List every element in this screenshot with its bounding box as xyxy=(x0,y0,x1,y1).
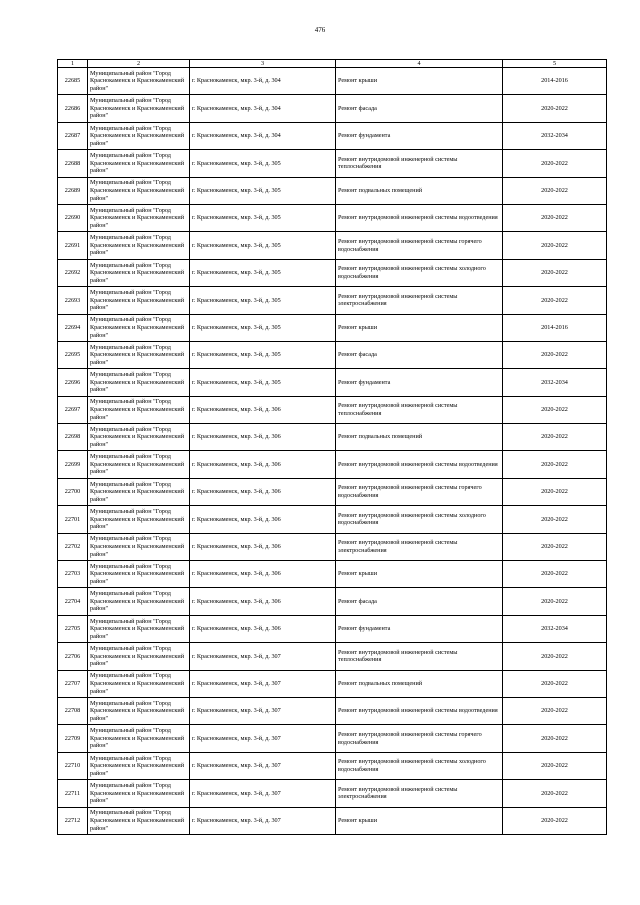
period-cell: 2020-2022 xyxy=(503,150,607,177)
row-number: 22693 xyxy=(58,287,88,314)
row-number: 22694 xyxy=(58,314,88,341)
municipality-cell: Муниципальный район "Город Краснокаменск и Краснокаменский район" xyxy=(88,259,190,286)
column-header: 2 xyxy=(88,60,190,68)
row-number: 22711 xyxy=(58,780,88,807)
row-number: 22703 xyxy=(58,561,88,588)
period-cell: 2020-2022 xyxy=(503,478,607,505)
address-cell: г. Краснокаменск, мкр. 3-й, д. 304 xyxy=(190,122,336,149)
column-header: 3 xyxy=(190,60,336,68)
work-type-cell: Ремонт фасада xyxy=(336,95,503,122)
address-cell: г. Краснокаменск, мкр. 3-й, д. 306 xyxy=(190,506,336,533)
municipality-cell: Муниципальный район "Город Краснокаменск и Краснокаменский район" xyxy=(88,478,190,505)
work-type-cell: Ремонт внутридомовой инженерной системы водоотведения xyxy=(336,204,503,231)
address-cell: г. Краснокаменск, мкр. 3-й, д. 306 xyxy=(190,615,336,642)
period-cell: 2032-2034 xyxy=(503,122,607,149)
row-number: 22701 xyxy=(58,506,88,533)
municipality-cell: Муниципальный район "Город Краснокаменск и Краснокаменский район" xyxy=(88,451,190,478)
table-row xyxy=(58,725,607,752)
period-cell: 2020-2022 xyxy=(503,752,607,779)
work-type-cell: Ремонт внутридомовой инженерной системы теплоснабжения xyxy=(336,150,503,177)
row-number: 22685 xyxy=(58,68,88,95)
table-row xyxy=(58,615,607,642)
table-row xyxy=(58,561,607,588)
period-cell: 2020-2022 xyxy=(503,287,607,314)
municipality-cell: Муниципальный район "Город Краснокаменск и Краснокаменский район" xyxy=(88,725,190,752)
address-cell: г. Краснокаменск, мкр. 3-й, д. 306 xyxy=(190,478,336,505)
row-number: 22705 xyxy=(58,615,88,642)
row-number: 22702 xyxy=(58,533,88,560)
municipality-cell: Муниципальный район "Город Краснокаменск и Краснокаменский район" xyxy=(88,588,190,615)
table-row xyxy=(58,150,607,177)
municipality-cell: Муниципальный район "Город Краснокаменск и Краснокаменский район" xyxy=(88,615,190,642)
municipality-cell: Муниципальный район "Город Краснокаменск и Краснокаменский район" xyxy=(88,643,190,670)
table-row xyxy=(58,204,607,231)
period-cell: 2014-2016 xyxy=(503,68,607,95)
address-cell: г. Краснокаменск, мкр. 3-й, д. 305 xyxy=(190,259,336,286)
period-cell: 2020-2022 xyxy=(503,341,607,368)
work-type-cell: Ремонт крыши xyxy=(336,561,503,588)
row-number: 22698 xyxy=(58,424,88,451)
work-type-cell: Ремонт крыши xyxy=(336,807,503,834)
municipality-cell: Муниципальный район "Город Краснокаменск и Краснокаменский район" xyxy=(88,287,190,314)
row-number: 22696 xyxy=(58,369,88,396)
municipality-cell: Муниципальный район "Город Краснокаменск и Краснокаменский район" xyxy=(88,561,190,588)
row-number: 22712 xyxy=(58,807,88,834)
period-cell: 2020-2022 xyxy=(503,177,607,204)
address-cell: г. Краснокаменск, мкр. 3-й, д. 307 xyxy=(190,670,336,697)
table-row xyxy=(58,478,607,505)
municipality-cell: Муниципальный район "Город Краснокаменск и Краснокаменский район" xyxy=(88,752,190,779)
table-body xyxy=(58,68,607,835)
table-row xyxy=(58,177,607,204)
period-cell: 2020-2022 xyxy=(503,95,607,122)
period-cell: 2020-2022 xyxy=(503,670,607,697)
municipality-cell: Муниципальный район "Город Краснокаменск и Краснокаменский район" xyxy=(88,314,190,341)
work-type-cell: Ремонт фундамента xyxy=(336,122,503,149)
page-number: 476 xyxy=(314,26,326,34)
table-row xyxy=(58,643,607,670)
work-type-cell: Ремонт внутридомовой инженерной системы электроснабжения xyxy=(336,287,503,314)
row-number: 22695 xyxy=(58,341,88,368)
period-cell: 2020-2022 xyxy=(503,533,607,560)
municipality-cell: Муниципальный район "Город Краснокаменск и Краснокаменский район" xyxy=(88,533,190,560)
row-number: 22710 xyxy=(58,752,88,779)
period-cell: 2020-2022 xyxy=(503,725,607,752)
address-cell: г. Краснокаменск, мкр. 3-й, д. 305 xyxy=(190,341,336,368)
work-type-cell: Ремонт внутридомовой инженерной системы холодного водоснабжения xyxy=(336,259,503,286)
municipality-cell: Муниципальный район "Город Краснокаменск и Краснокаменский район" xyxy=(88,95,190,122)
work-type-cell: Ремонт подвальных помещений xyxy=(336,177,503,204)
period-cell: 2020-2022 xyxy=(503,259,607,286)
period-cell: 2020-2022 xyxy=(503,232,607,259)
period-cell: 2020-2022 xyxy=(503,561,607,588)
table-row xyxy=(58,259,607,286)
address-cell: г. Краснокаменск, мкр. 3-й, д. 305 xyxy=(190,204,336,231)
address-cell: г. Краснокаменск, мкр. 3-й, д. 307 xyxy=(190,643,336,670)
address-cell: г. Краснокаменск, мкр. 3-й, д. 304 xyxy=(190,95,336,122)
municipality-cell: Муниципальный район "Город Краснокаменск и Краснокаменский район" xyxy=(88,506,190,533)
period-cell: 2032-2034 xyxy=(503,615,607,642)
work-type-cell: Ремонт внутридомовой инженерной системы теплоснабжения xyxy=(336,396,503,423)
municipality-cell: Муниципальный район "Город Краснокаменск и Краснокаменский район" xyxy=(88,424,190,451)
row-number: 22706 xyxy=(58,643,88,670)
period-cell: 2020-2022 xyxy=(503,697,607,724)
municipality-cell: Муниципальный район "Город Краснокаменск и Краснокаменский район" xyxy=(88,369,190,396)
municipality-cell: Муниципальный район "Город Краснокаменск и Краснокаменский район" xyxy=(88,122,190,149)
row-number: 22699 xyxy=(58,451,88,478)
table-row xyxy=(58,780,607,807)
row-number: 22691 xyxy=(58,232,88,259)
period-cell: 2020-2022 xyxy=(503,204,607,231)
table-row xyxy=(58,369,607,396)
period-cell: 2014-2016 xyxy=(503,314,607,341)
municipality-cell: Муниципальный район "Город Краснокаменск и Краснокаменский район" xyxy=(88,68,190,95)
address-cell: г. Краснокаменск, мкр. 3-й, д. 307 xyxy=(190,725,336,752)
municipality-cell: Муниципальный район "Город Краснокаменск и Краснокаменский район" xyxy=(88,150,190,177)
period-cell: 2020-2022 xyxy=(503,396,607,423)
row-number: 22690 xyxy=(58,204,88,231)
address-cell: г. Краснокаменск, мкр. 3-й, д. 305 xyxy=(190,314,336,341)
row-number: 22692 xyxy=(58,259,88,286)
period-cell: 2020-2022 xyxy=(503,780,607,807)
work-type-cell: Ремонт внутридомовой инженерной системы водоотведения xyxy=(336,697,503,724)
work-type-cell: Ремонт крыши xyxy=(336,314,503,341)
work-type-cell: Ремонт внутридомовой инженерной системы теплоснабжения xyxy=(336,643,503,670)
address-cell: г. Краснокаменск, мкр. 3-й, д. 306 xyxy=(190,561,336,588)
address-cell: г. Краснокаменск, мкр. 3-й, д. 307 xyxy=(190,697,336,724)
municipality-cell: Муниципальный район "Город Краснокаменск и Краснокаменский район" xyxy=(88,341,190,368)
work-type-cell: Ремонт внутридомовой инженерной системы холодного водоснабжения xyxy=(336,752,503,779)
column-header: 1 xyxy=(58,60,88,68)
table-row xyxy=(58,341,607,368)
table-row xyxy=(58,68,607,95)
row-number: 22688 xyxy=(58,150,88,177)
work-type-cell: Ремонт фундамента xyxy=(336,369,503,396)
row-number: 22700 xyxy=(58,478,88,505)
work-type-cell: Ремонт подвальных помещений xyxy=(336,424,503,451)
municipality-cell: Муниципальный район "Город Краснокаменск и Краснокаменский район" xyxy=(88,780,190,807)
row-number: 22708 xyxy=(58,697,88,724)
work-type-cell: Ремонт крыши xyxy=(336,68,503,95)
row-number: 22687 xyxy=(58,122,88,149)
address-cell: г. Краснокаменск, мкр. 3-й, д. 305 xyxy=(190,232,336,259)
municipality-cell: Муниципальный район "Город Краснокаменск и Краснокаменский район" xyxy=(88,177,190,204)
work-type-cell: Ремонт внутридомовой инженерной системы электроснабжения xyxy=(336,780,503,807)
address-cell: г. Краснокаменск, мкр. 3-й, д. 305 xyxy=(190,150,336,177)
work-type-cell: Ремонт внутридомовой инженерной системы горячего водоснабжения xyxy=(336,478,503,505)
table-row xyxy=(58,752,607,779)
period-cell: 2020-2022 xyxy=(503,506,607,533)
municipality-cell: Муниципальный район "Город Краснокаменск и Краснокаменский район" xyxy=(88,396,190,423)
municipality-cell: Муниципальный район "Город Краснокаменск и Краснокаменский район" xyxy=(88,670,190,697)
address-cell: г. Краснокаменск, мкр. 3-й, д. 306 xyxy=(190,424,336,451)
table-row xyxy=(58,232,607,259)
table-row xyxy=(58,588,607,615)
table-row xyxy=(58,95,607,122)
address-cell: г. Краснокаменск, мкр. 3-й, д. 306 xyxy=(190,533,336,560)
address-cell: г. Краснокаменск, мкр. 3-й, д. 305 xyxy=(190,177,336,204)
table-row xyxy=(58,424,607,451)
table-row xyxy=(58,122,607,149)
municipality-cell: Муниципальный район "Город Краснокаменск и Краснокаменский район" xyxy=(88,232,190,259)
work-type-cell: Ремонт внутридомовой инженерной системы горячего водоснабжения xyxy=(336,725,503,752)
address-cell: г. Краснокаменск, мкр. 3-й, д. 306 xyxy=(190,396,336,423)
table-row xyxy=(58,287,607,314)
row-number: 22709 xyxy=(58,725,88,752)
period-cell: 2020-2022 xyxy=(503,451,607,478)
repair-schedule-table xyxy=(57,59,607,835)
table-row xyxy=(58,697,607,724)
table-row xyxy=(58,451,607,478)
column-header: 5 xyxy=(503,60,607,68)
table-row xyxy=(58,807,607,834)
row-number: 22704 xyxy=(58,588,88,615)
table-row xyxy=(58,506,607,533)
municipality-cell: Муниципальный район "Город Краснокаменск и Краснокаменский район" xyxy=(88,204,190,231)
work-type-cell: Ремонт фасада xyxy=(336,341,503,368)
row-number: 22689 xyxy=(58,177,88,204)
work-type-cell: Ремонт внутридомовой инженерной системы холодного водоснабжения xyxy=(336,506,503,533)
column-number-row xyxy=(58,60,607,68)
row-number: 22697 xyxy=(58,396,88,423)
period-cell: 2020-2022 xyxy=(503,588,607,615)
table-row xyxy=(58,314,607,341)
table-row xyxy=(58,533,607,560)
work-type-cell: Ремонт внутридомовой инженерной системы горячего водоснабжения xyxy=(336,232,503,259)
period-cell: 2020-2022 xyxy=(503,807,607,834)
table-row xyxy=(58,670,607,697)
column-header: 4 xyxy=(336,60,503,68)
address-cell: г. Краснокаменск, мкр. 3-й, д. 307 xyxy=(190,752,336,779)
address-cell: г. Краснокаменск, мкр. 3-й, д. 306 xyxy=(190,588,336,615)
period-cell: 2020-2022 xyxy=(503,424,607,451)
work-type-cell: Ремонт фасада xyxy=(336,588,503,615)
table-row xyxy=(58,396,607,423)
address-cell: г. Краснокаменск, мкр. 3-й, д. 307 xyxy=(190,807,336,834)
work-type-cell: Ремонт внутридомовой инженерной системы электроснабжения xyxy=(336,533,503,560)
row-number: 22686 xyxy=(58,95,88,122)
period-cell: 2032-2034 xyxy=(503,369,607,396)
work-type-cell: Ремонт подвальных помещений xyxy=(336,670,503,697)
address-cell: г. Краснокаменск, мкр. 3-й, д. 305 xyxy=(190,287,336,314)
address-cell: г. Краснокаменск, мкр. 3-й, д. 306 xyxy=(190,451,336,478)
municipality-cell: Муниципальный район "Город Краснокаменск и Краснокаменский район" xyxy=(88,697,190,724)
municipality-cell: Муниципальный район "Город Краснокаменск и Краснокаменский район" xyxy=(88,807,190,834)
work-type-cell: Ремонт фундамента xyxy=(336,615,503,642)
row-number: 22707 xyxy=(58,670,88,697)
work-type-cell: Ремонт внутридомовой инженерной системы водоотведения xyxy=(336,451,503,478)
address-cell: г. Краснокаменск, мкр. 3-й, д. 305 xyxy=(190,369,336,396)
address-cell: г. Краснокаменск, мкр. 3-й, д. 307 xyxy=(190,780,336,807)
address-cell: г. Краснокаменск, мкр. 3-й, д. 304 xyxy=(190,68,336,95)
period-cell: 2020-2022 xyxy=(503,643,607,670)
